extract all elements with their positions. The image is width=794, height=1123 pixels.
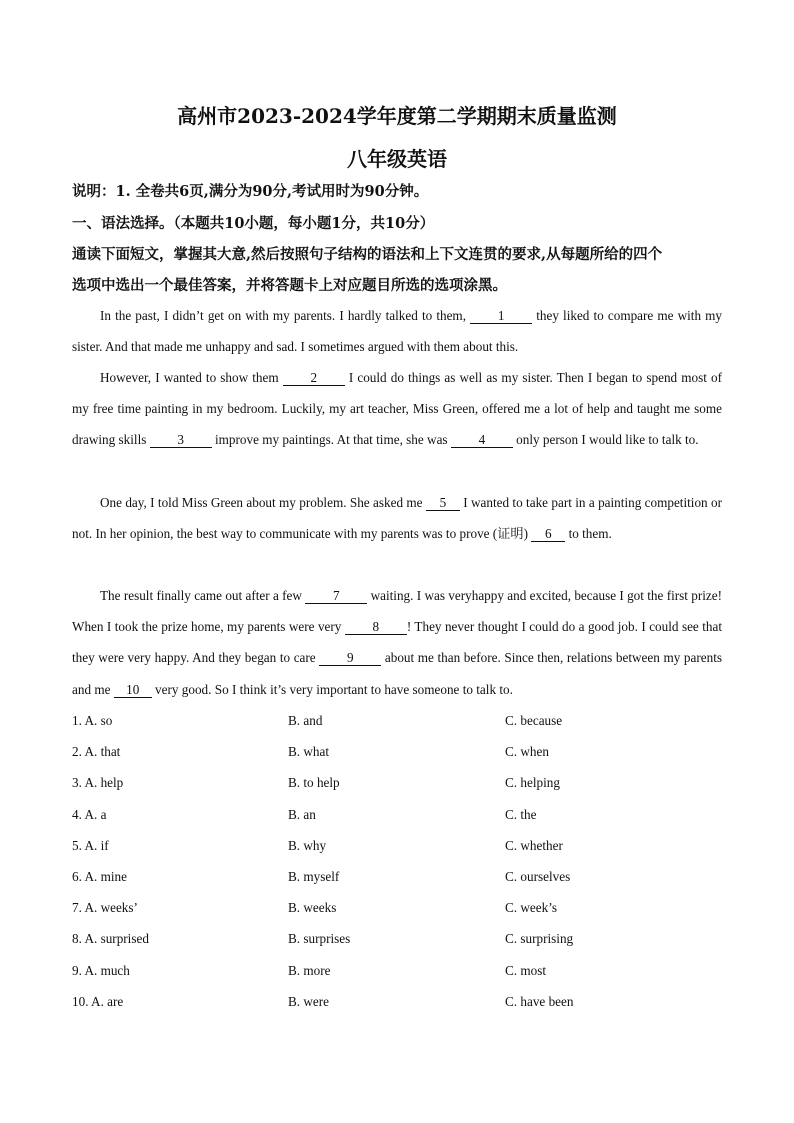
option-c[interactable]: C. whether bbox=[505, 838, 563, 853]
option-b[interactable]: B. more bbox=[288, 963, 331, 978]
passage-text: improve my paintings. At that time, she was bbox=[211, 432, 451, 448]
option-b[interactable]: B. surprises bbox=[288, 931, 351, 946]
blank-7: 7 bbox=[305, 588, 367, 604]
option-b[interactable]: B. and bbox=[288, 713, 323, 728]
option-a[interactable]: 5. A. if bbox=[72, 838, 109, 853]
directions-line-1: 通读下面短文，掌握其大意,然后按照句子结构的语法和上下文连贯的要求,从每题所给的四个 bbox=[72, 246, 663, 263]
option-a[interactable]: 9. A. much bbox=[72, 963, 130, 978]
option-b[interactable]: B. why bbox=[288, 838, 327, 853]
option-b[interactable]: B. were bbox=[288, 994, 330, 1009]
passage-text: about me than before. Since then, relations between my parents and me bbox=[72, 650, 722, 697]
option-a[interactable]: 10. A. are bbox=[72, 994, 124, 1009]
option-a[interactable]: 1. A. so bbox=[72, 713, 113, 728]
question-option-row bbox=[72, 838, 722, 858]
option-b[interactable]: B. what bbox=[288, 744, 330, 759]
passage-paragraph-1 bbox=[72, 300, 722, 362]
option-b[interactable]: B. an bbox=[288, 807, 316, 822]
blank-10: 10 bbox=[114, 682, 152, 698]
option-a[interactable]: 7. A. weeks’ bbox=[72, 900, 138, 915]
option-c[interactable]: C. most bbox=[505, 963, 547, 978]
option-c[interactable]: C. week’s bbox=[505, 900, 558, 915]
question-option-row bbox=[72, 994, 722, 1014]
question-option-row bbox=[72, 963, 722, 983]
passage-text: However, I wanted to show them bbox=[100, 370, 283, 385]
passage-text: In the past, I didn’t get on with my parents. I hardly talked to them, bbox=[100, 308, 471, 323]
passage-text: One day, I told Miss Green about my problem. She asked me bbox=[100, 495, 426, 510]
question-option-row bbox=[72, 713, 722, 733]
exam-note: 说明：1. 全卷共6页,满分为90分,考试用时为90分钟。 bbox=[72, 183, 429, 200]
option-c[interactable]: C. the bbox=[505, 807, 537, 822]
blank-1: 1 bbox=[470, 308, 532, 324]
blank-4: 4 bbox=[451, 432, 513, 448]
blank-5: 5 bbox=[426, 495, 460, 511]
blank-2: 2 bbox=[283, 370, 345, 386]
question-option-row bbox=[72, 900, 722, 920]
passage-text: I wanted to take part in a painting competition or not. In her opinion, the best way to communicate with my parents was to prove (证明) bbox=[72, 495, 722, 542]
question-option-row bbox=[72, 744, 722, 764]
option-a[interactable]: 2. A. that bbox=[72, 744, 121, 759]
page-title: 高州市2023-2024学年度第二学期期末质量监测 bbox=[177, 104, 617, 128]
blank-9: 9 bbox=[319, 650, 381, 666]
option-b[interactable]: B. weeks bbox=[288, 900, 337, 915]
option-b[interactable]: B. myself bbox=[288, 869, 340, 884]
option-a[interactable]: 3. A. help bbox=[72, 775, 124, 790]
passage-paragraph-2 bbox=[72, 362, 722, 456]
option-c[interactable]: C. have been bbox=[505, 994, 574, 1009]
blank-3: 3 bbox=[150, 432, 212, 448]
passage-paragraph-4 bbox=[72, 580, 722, 705]
passage-text: The result finally came out after a few bbox=[100, 588, 306, 603]
blank-8: 8 bbox=[345, 619, 407, 635]
blank-6: 6 bbox=[531, 526, 565, 542]
question-option-row bbox=[72, 931, 722, 951]
passage-text: ! They never thought I could do a good job. I could see that they were very happy. And they began to care bbox=[72, 619, 723, 666]
page-subtitle: 八年级英语 bbox=[347, 147, 447, 171]
passage-paragraph-3 bbox=[72, 487, 722, 549]
question-option-row bbox=[72, 869, 722, 889]
option-c[interactable]: C. ourselves bbox=[505, 869, 571, 884]
option-c[interactable]: C. when bbox=[505, 744, 549, 759]
option-a[interactable]: 4. A. a bbox=[72, 807, 107, 822]
passage-text: they liked to compare me with my sister. And that made me unhappy and sad. I sometimes argued with them about this. bbox=[72, 308, 722, 355]
passage-text: only person I would like to talk to. bbox=[512, 432, 699, 448]
option-c[interactable]: C. surprising bbox=[505, 931, 574, 946]
question-option-row bbox=[72, 807, 722, 827]
passage-text: I could do things as well as my sister. Then I began to spend most of my free time painting in my bedroom. Luckily, my art teacher, Miss Green, offered me a lot of help and taught me some drawing skills bbox=[72, 370, 722, 448]
passage-text: waiting. I was veryhappy and excited, because I got the first prize! When I took the prize home, my parents were very bbox=[72, 588, 723, 635]
option-a[interactable]: 6. A. mine bbox=[72, 869, 127, 884]
passage-text: to them. bbox=[565, 526, 612, 542]
section-heading: 一、语法选择。（本题共10小题，每小题1分，共10分） bbox=[72, 215, 435, 232]
question-option-row bbox=[72, 775, 722, 795]
option-c[interactable]: C. helping bbox=[505, 775, 560, 790]
option-b[interactable]: B. to help bbox=[288, 775, 340, 790]
directions-line-2: 选项中选出一个最佳答案，并将答题卡上对应题目所选的选项涂黑。 bbox=[72, 277, 507, 294]
option-a[interactable]: 8. A. surprised bbox=[72, 931, 149, 946]
option-c[interactable]: C. because bbox=[505, 713, 563, 728]
passage-text: very good. So I think it’s very important to have someone to talk to. bbox=[151, 681, 513, 697]
